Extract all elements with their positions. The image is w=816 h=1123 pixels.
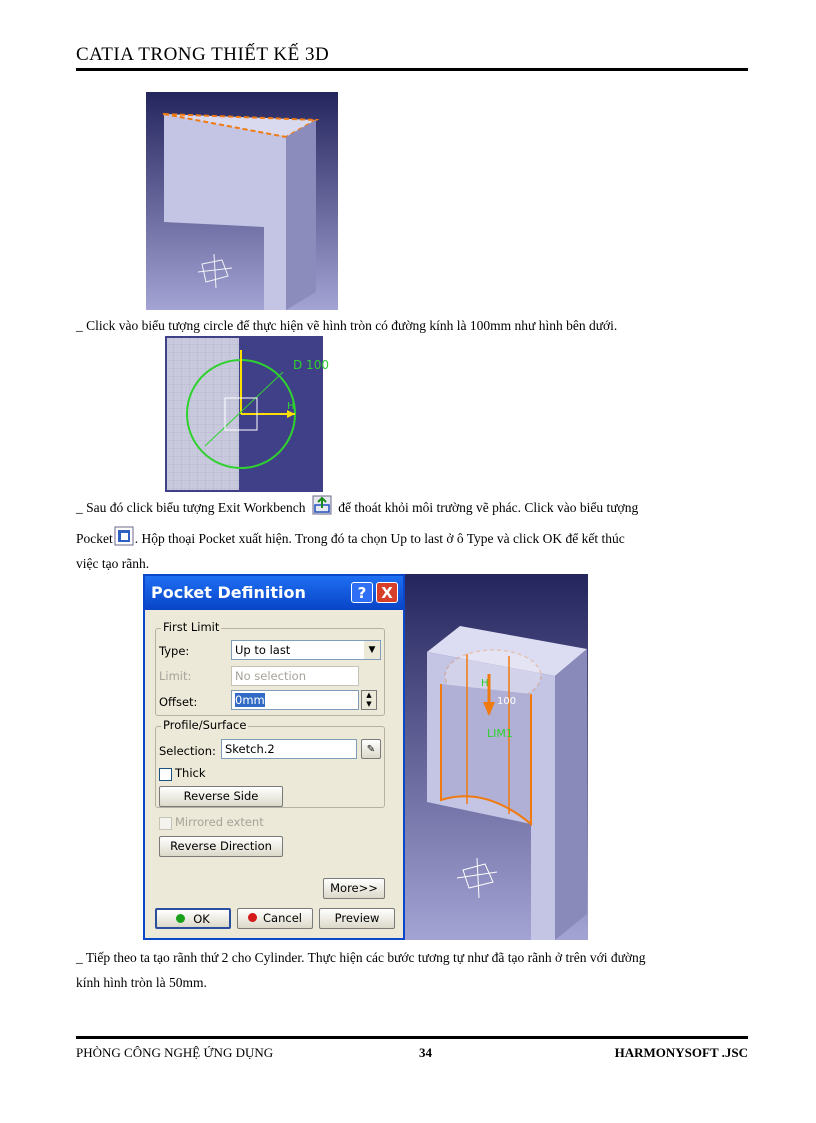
- ok-label: OK: [193, 912, 210, 926]
- sketch-dimension-label: D 100: [293, 358, 329, 372]
- viewport-dimension-label: 100: [497, 696, 517, 707]
- reverse-direction-button[interactable]: Reverse Direction: [159, 836, 283, 857]
- ok-button[interactable]: [155, 908, 231, 929]
- more-button[interactable]: More>>: [323, 878, 385, 899]
- paragraph-2-line-2: [76, 526, 776, 552]
- paragraph-2-text-b: để thoát khỏi môi trường vẽ phác. Click vào biểu tượng: [338, 500, 639, 515]
- profile-surface-legend: Profile/Surface: [163, 718, 247, 732]
- thick-label: Thick: [175, 766, 206, 780]
- exit-workbench-icon: [312, 495, 332, 515]
- pocket-viewport: [405, 574, 588, 940]
- selection-field[interactable]: Sketch.2: [221, 739, 357, 759]
- cancel-label: Cancel: [263, 911, 302, 925]
- footer-left: PHÒNG CÔNG NGHỆ ỨNG DỤNG: [76, 1045, 274, 1060]
- type-select-value: Up to last: [235, 643, 291, 657]
- preview-button[interactable]: Preview: [319, 908, 395, 929]
- pocket-definition-dialog: [143, 574, 405, 940]
- part-3d-image: [146, 92, 338, 310]
- viewport-h-label: H: [481, 678, 489, 689]
- limit-label: Limit:: [159, 669, 192, 683]
- help-button[interactable]: ?: [351, 582, 373, 603]
- mirrored-extent-checkbox[interactable]: [159, 817, 172, 830]
- paragraph-2-line-3: việc tạo rãnh.: [76, 556, 150, 571]
- offset-label: Offset:: [159, 695, 198, 709]
- sketch-image: [165, 336, 329, 492]
- thick-checkbox[interactable]: [159, 768, 172, 781]
- page-number: 34: [419, 1045, 432, 1060]
- dialog-title: Pocket Definition: [145, 576, 403, 610]
- paragraph-3-line-1: _ Tiếp theo ta tạo rãnh thứ 2 cho Cylinder. Thực hiện các bước tương tự như đã tạo rãnh ở trên với đường: [76, 950, 646, 965]
- footer-rule: [76, 1036, 748, 1039]
- cancel-button[interactable]: [237, 908, 313, 929]
- paragraph-3-line-2: kính hình tròn là 50mm.: [76, 975, 207, 990]
- pocket-icon: [114, 526, 134, 546]
- footer-right: HARMONYSOFT .JSC: [614, 1045, 748, 1060]
- type-select[interactable]: [231, 640, 381, 660]
- paragraph-2-text-d: . Hộp thoại Pocket xuất hiện. Trong đó ta chọn Up to last ở ô Type và click OK để kết thúc: [134, 531, 625, 546]
- sketch-h-label: H: [287, 401, 295, 412]
- ok-green-icon: [176, 914, 185, 923]
- sketcher-icon[interactable]: ✎: [361, 739, 381, 759]
- paragraph-2-line-1: [76, 495, 776, 521]
- mirrored-extent-label: Mirrored extent: [175, 815, 264, 829]
- chevron-down-icon[interactable]: ▼: [364, 641, 380, 659]
- close-button[interactable]: X: [376, 582, 398, 603]
- header-rule: [76, 68, 748, 71]
- page-header-title: CATIA TRONG THIẾT KẾ 3D: [76, 44, 330, 65]
- viewport-limit-label: LIM1: [487, 727, 513, 740]
- offset-input-value: 0mm: [235, 693, 265, 707]
- offset-input[interactable]: [231, 690, 359, 710]
- reverse-side-button[interactable]: Reverse Side: [159, 786, 283, 807]
- paragraph-2-text-a: _ Sau đó click biểu tượng Exit Workbench: [76, 500, 306, 515]
- paragraph-1: _ Click vào biểu tượng circle để thực hiện vẽ hình tròn có đường kính là 100mm như hình bên dưới.: [76, 318, 618, 333]
- type-label: Type:: [159, 644, 190, 658]
- selection-label: Selection:: [159, 744, 216, 758]
- first-limit-legend: First Limit: [163, 620, 220, 634]
- limit-field: No selection: [231, 666, 359, 686]
- cancel-red-icon: [248, 913, 257, 922]
- paragraph-2-text-c: Pocket: [76, 531, 113, 546]
- offset-spinner[interactable]: ▲ ▼: [361, 690, 377, 710]
